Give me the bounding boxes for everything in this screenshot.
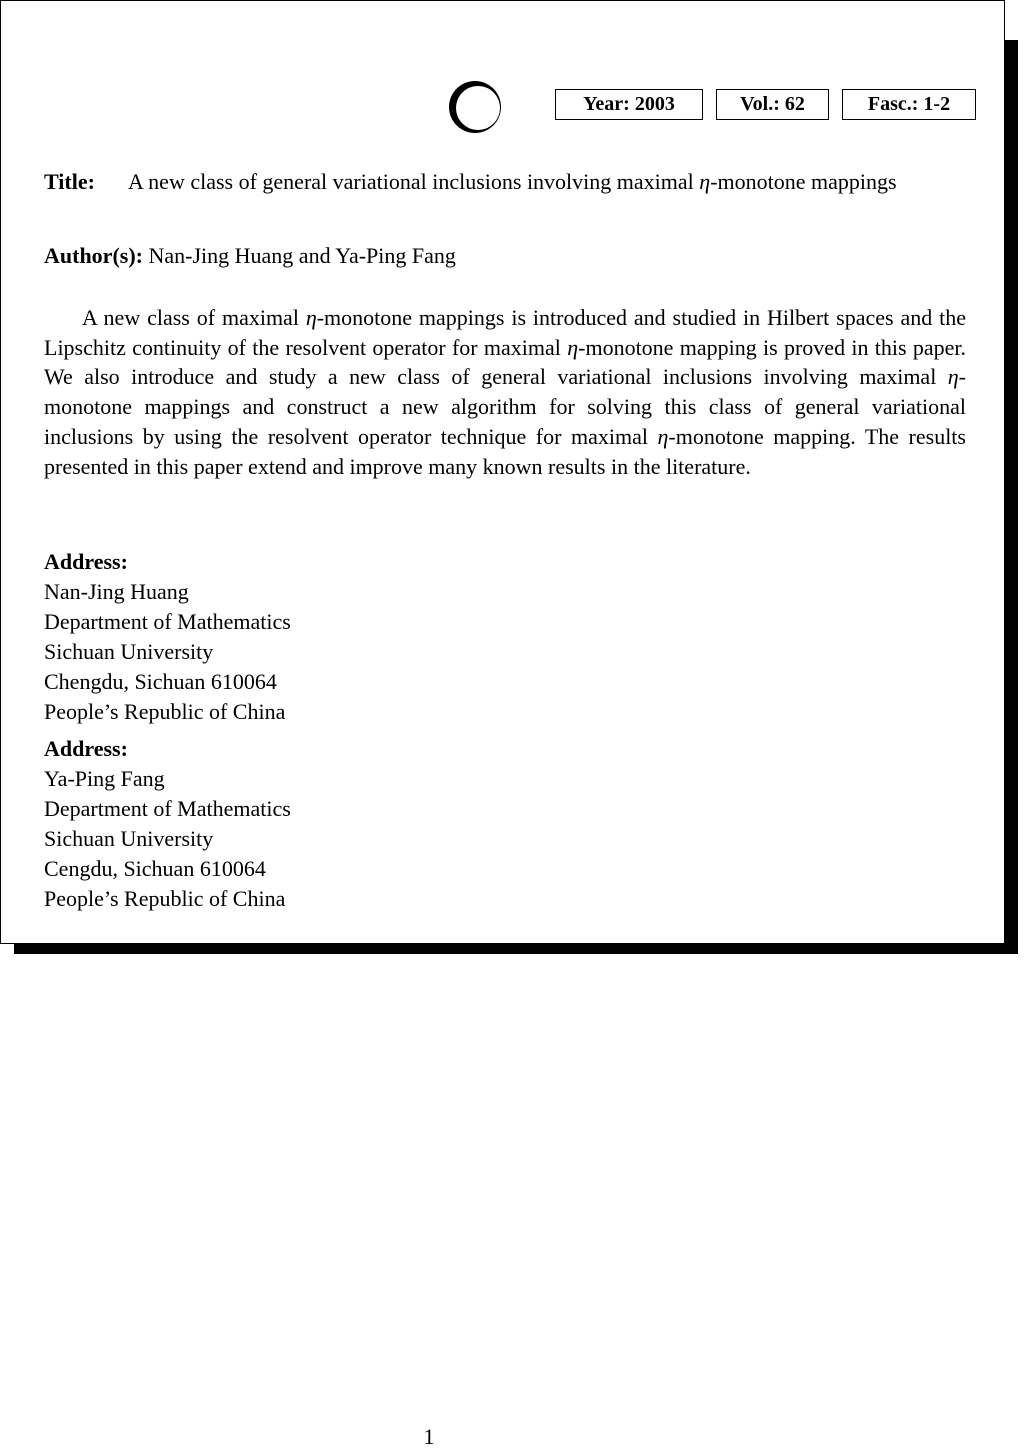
- fascicle-box: Fasc.: 1-2: [842, 89, 976, 120]
- journal-logo-icon: [447, 79, 503, 135]
- title-label: Title:: [44, 169, 95, 194]
- address-line: Department of Mathematics: [44, 796, 291, 821]
- volume-box: Vol.: 62: [716, 89, 829, 120]
- author-label: Author(s):: [44, 243, 143, 268]
- address-line: Chengdu, Sichuan 610064: [44, 669, 277, 694]
- address-line: Department of Mathematics: [44, 609, 291, 634]
- address-label: Address:: [44, 549, 128, 574]
- address-block-1: [44, 547, 291, 727]
- address-line: Cengdu, Sichuan 610064: [44, 856, 266, 881]
- address-line: People’s Republic of China: [44, 886, 286, 911]
- address-line: Sichuan University: [44, 826, 214, 851]
- address-block-2: [44, 734, 291, 914]
- address-label: Address:: [44, 736, 128, 761]
- address-line: Nan-Jing Huang: [44, 579, 189, 604]
- abstract-text: A new class of maximal η-monotone mappings is introduced and studied in Hilbert spaces and the Lipschitz continuity of the resolvent operator for maximal η-monotone mapping is proved in this paper. We also introduce and study a new class of general variational inclusions involving maximal η-monotone mappings and construct a new algorithm for solving this class of general variational inclusions by using the resolvent operator technique for maximal η-monotone mapping. The results presented in this paper extend and improve many known results in the literature.: [44, 305, 966, 479]
- address-line: People’s Republic of China: [44, 699, 286, 724]
- year-box: Year: 2003: [555, 89, 703, 120]
- author-row: [44, 241, 456, 270]
- address-line: Sichuan University: [44, 639, 214, 664]
- title-text: A new class of general variational inclusions involving maximal η-monotone mappings: [128, 169, 897, 194]
- address-line: Ya-Ping Fang: [44, 766, 165, 791]
- page-number: 1: [423, 1424, 435, 1449]
- title-row: [44, 167, 966, 196]
- author-names: Nan-Jing Huang and Ya-Ping Fang: [148, 243, 456, 268]
